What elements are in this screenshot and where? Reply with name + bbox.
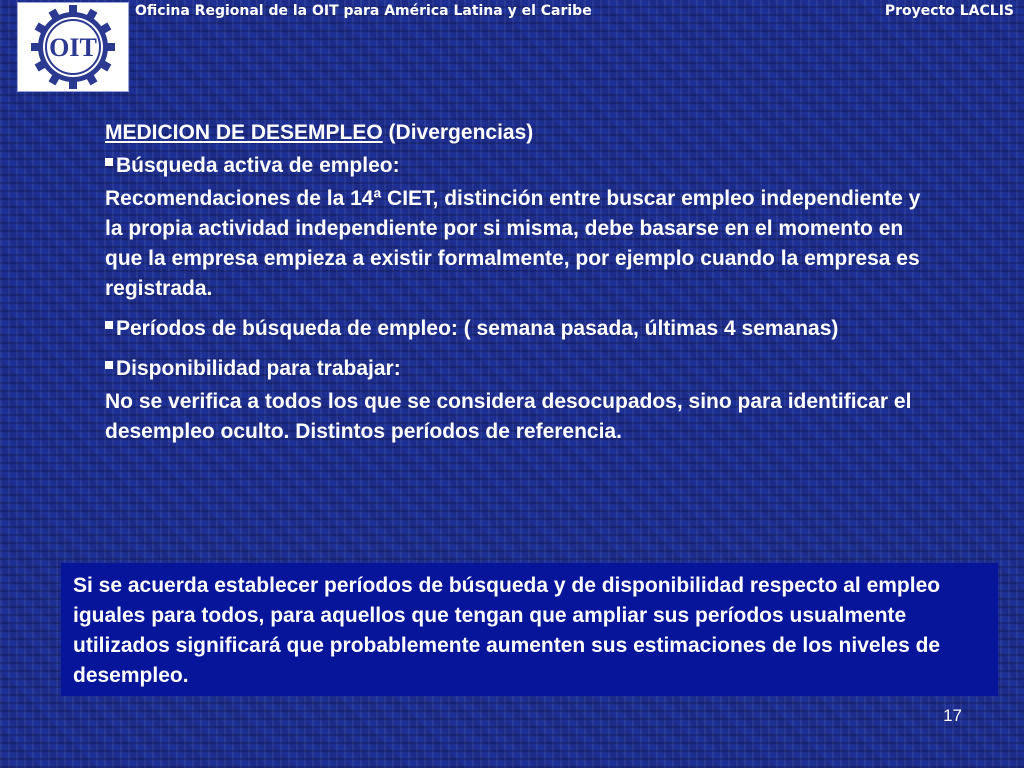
square-bullet-icon	[105, 361, 113, 369]
slide-heading	[105, 118, 925, 148]
heading-underlined: MEDICION DE DESEMPLEO	[105, 121, 383, 144]
bullet-item: Búsqueda activa de empleo:	[105, 151, 925, 181]
heading-rest: (Divergencias)	[382, 121, 534, 144]
square-bullet-icon	[105, 321, 113, 329]
page-number: 17	[943, 706, 962, 725]
header-left-title: Oficina Regional de la OIT para América Latina y el Caribe	[135, 3, 592, 19]
square-bullet-icon	[105, 158, 113, 166]
slide-body	[105, 118, 925, 457]
ilo-cog-logo-icon	[18, 3, 128, 91]
paragraph: Recomendaciones de la 14ª CIET, distinción entre buscar empleo independiente y la propia actividad independiente por si misma, debe basarse en el momento en que la empresa empieza a existir formalmente, por ejemplo cuando la empresa es registrada.	[105, 187, 921, 300]
paragraph: No se verifica a todos los que se considera desocupados, sino para identificar el desempleo oculto. Distintos períodos de referencia.	[105, 390, 912, 443]
bullet-item: Períodos de búsqueda de empleo: ( semana pasada, últimas 4 semanas)	[105, 314, 925, 344]
bullet-item: Disponibilidad para trabajar:	[105, 354, 925, 384]
callout-box: Si se acuerda establecer períodos de búsqueda y de disponibilidad respecto al empleo iguales para todos, para aquellos que tengan que ampliar sus períodos usualmente utilizados significará que probablemente aumenten sus estimaciones de los niveles de desempleo.	[61, 563, 998, 696]
header-right-title: Proyecto LACLIS	[884, 3, 1014, 19]
ilo-logo	[17, 2, 129, 92]
svg-text:OIT: OIT	[49, 33, 97, 62]
